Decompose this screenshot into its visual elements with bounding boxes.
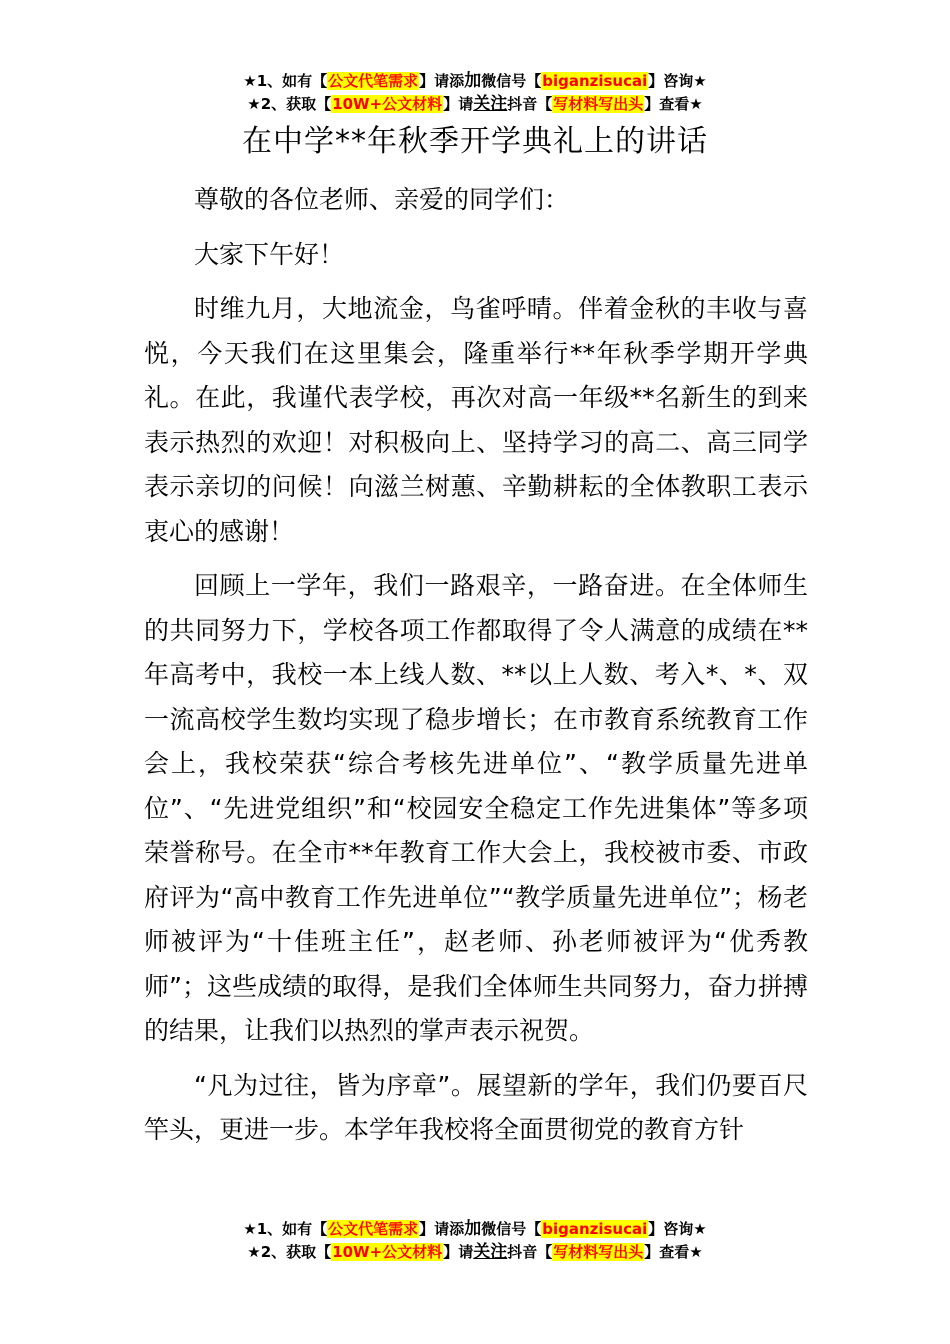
footer-ad-line-2 [0, 1241, 950, 1264]
greeting-paragraph: 大家下午好！ [194, 239, 345, 269]
document-title: 在中学**年秋季开学典礼上的讲话 [242, 124, 708, 159]
ad-highlight-materials: 10W+公文材料 [332, 95, 443, 113]
header-ad-line-2 [0, 93, 950, 116]
header-ad-line-1 [0, 70, 950, 93]
ad-prefix: ★2、获取【 [247, 1243, 332, 1261]
ad-text: 】请添 [419, 1220, 465, 1238]
ad-suffix: 】查看★ [644, 1243, 703, 1261]
ad-text: 抖音【 [507, 1243, 553, 1261]
ad-highlight-douyin: 写材料写出头 [553, 1243, 644, 1261]
document-body [144, 178, 808, 1163]
footer-ad-line-1 [0, 1218, 950, 1241]
ad-bold-word: 加 [464, 71, 482, 91]
ad-prefix: ★2、获取【 [247, 95, 332, 113]
ad-highlight-service: 公文代笔需求 [328, 72, 419, 90]
ad-highlight-wechat-id: biganzisucai [542, 72, 648, 90]
ad-prefix: ★1、如有【 [243, 72, 328, 90]
body-paragraph: 回顾上一学年，我们一路艰辛，一路奋进。在全体师生的共同努力下，学校各项工作都取得了令人满意的成绩在**年高考中，我校一本上线人数、**以上人数、考入*、*、双一流高校学生数均实现了稳步增长；在市教育系统教育工作会上，我校荣获“综合考核先进单位”、“教学质量先进单位”、“先进党组织”和“校园安全稳定工作先进集体”等多项荣誉称号。在全市**年教育工作大会上，我校被市委、市政府评为“高中教育工作先进单位”“教学质量先进单位”；杨老师被评为“十佳班主任”，赵老师、孙老师被评为“优秀教师”；这些成绩的取得，是我们全体师生共同努力，奋力拼搏的结果，让我们以热烈的掌声表示祝贺。 [144, 571, 808, 1045]
ad-suffix: 】查看★ [644, 95, 703, 113]
ad-highlight-service: 公文代笔需求 [328, 1220, 419, 1238]
ad-text: 微信号【 [481, 72, 542, 90]
ad-highlight-douyin: 写材料写出头 [553, 95, 644, 113]
ad-prefix: ★1、如有【 [243, 1220, 328, 1238]
ad-highlight-wechat-id: biganzisucai [542, 1220, 648, 1238]
header-ad-banner [0, 70, 950, 116]
ad-text: 】请 [443, 1243, 474, 1261]
salutation-paragraph: 尊敬的各位老师、亲爱的同学们： [194, 185, 570, 214]
ad-text: 微信号【 [481, 1220, 542, 1238]
ad-suffix: 】咨询★ [648, 1220, 707, 1238]
body-paragraph: 时维九月，大地流金，鸟雀呼晴。伴着金秋的丰收与喜悦，今天我们在这里集会，隆重举行**年秋季学期开学典礼。在此，我谨代表学校，再次对高一年级**名新生的到来表示热烈的欢迎！对积极向上、坚持学习的高二、高三同学表示亲切的问候！向滋兰树蕙、辛勤耕耘的全体教职工表示衷心的感谢！ [144, 294, 808, 546]
ad-text: 抖音【 [507, 95, 553, 113]
footer-ad-banner [0, 1218, 950, 1264]
ad-bold-word: 加 [464, 1219, 482, 1239]
ad-underlined-word: 关注 [473, 1242, 508, 1262]
ad-underlined-word: 关注 [473, 94, 508, 114]
ad-text: 】请添 [419, 72, 465, 90]
ad-highlight-materials: 10W+公文材料 [332, 1243, 443, 1261]
ad-text: 】请 [443, 95, 474, 113]
body-paragraph: “凡为过往，皆为序章”。展望新的学年，我们仍要百尺竿头，更进一步。本学年我校将全面贯彻党的教育方针 [144, 1070, 808, 1144]
ad-suffix: 】咨询★ [648, 72, 707, 90]
